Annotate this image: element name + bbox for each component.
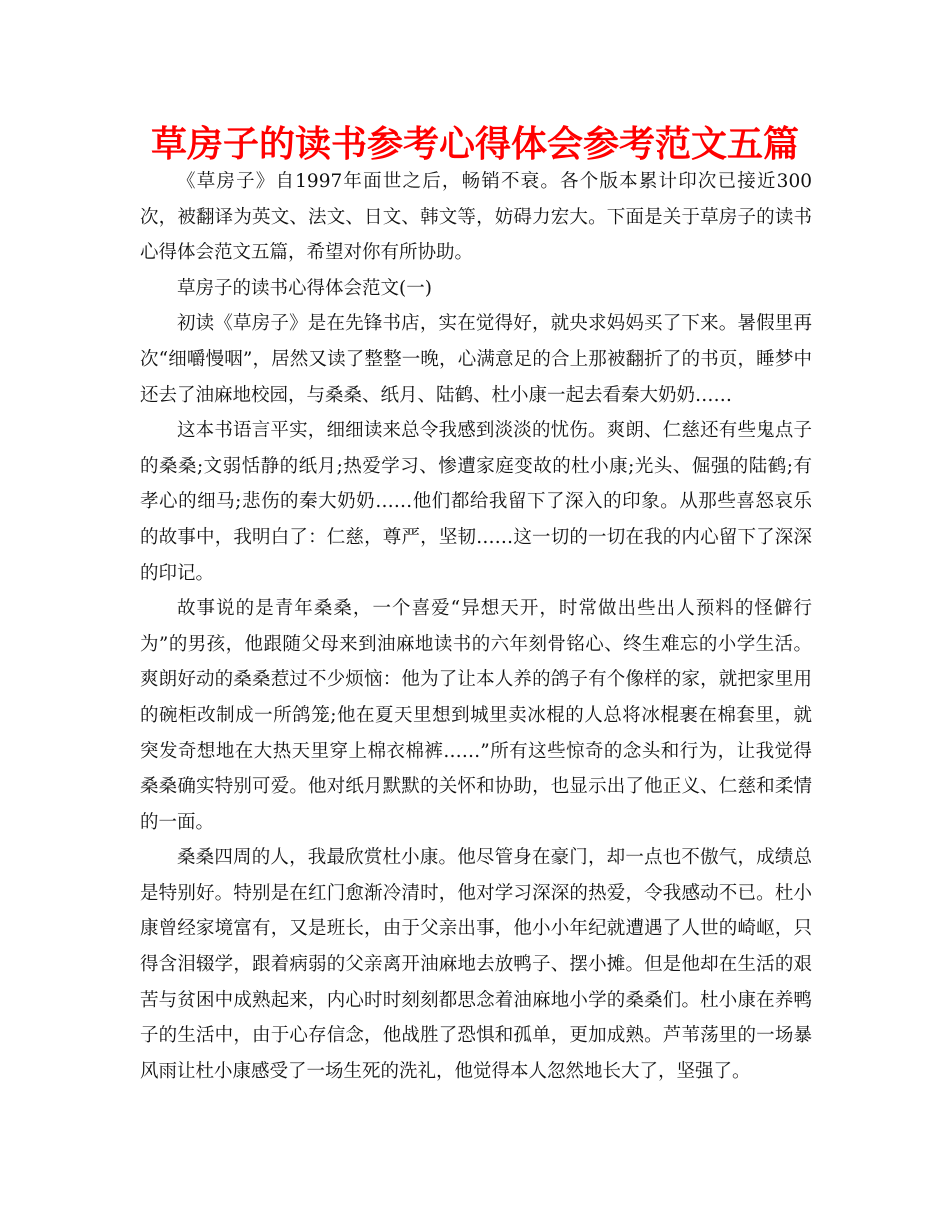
document-body [140,164,812,1089]
paragraph: 故事说的是青年桑桑，一个喜爱“异想天开，时常做出些出人预料的怪僻行为”的男孩，他跟随父母来到油麻地读书的六年刻骨铭心、终生难忘的小学生活。爽朗好动的桑桑惹过不少烦恼：他为了让本人养的鸽子有个像样的家，就把家里用的碗柜改制成一所鸽笼;他在夏天里想到城里卖冰棍的人总将冰棍裹在棉套里，就突发奇想地在大热天里穿上棉衣棉裤……”所有这些惊奇的念头和行为，让我觉得桑桑确实特别可爱。他对纸月默默的关怀和协助，也显示出了他正义、仁慈和柔情的一面。 [140,598,812,833]
document-title: 草房子的读书参考心得体会参考范文五篇 [150,123,799,165]
paragraph: 这本书语言平实，细细读来总令我感到淡淡的忧伤。爽朗、仁慈还有些鬼点子的桑桑;文弱恬静的纸月;热爱学习、惨遭家庭变故的杜小康;光头、倔强的陆鹤;有孝心的细马;悲伤的秦大奶奶……他们都给我留下了深入的印象。从那些喜怒哀乐的故事中，我明白了：仁慈，尊严，坚韧……这一切的一切在我的内心留下了深深的印记。 [140,420,812,584]
paragraph: 桑桑四周的人，我最欣赏杜小康。他尽管身在豪门，却一点也不傲气，成绩总是特别好。特别是在红门愈渐冷清时，他对学习深深的热爱，令我感动不已。杜小康曾经家境富有，又是班长，由于父亲出事，他小小年纪就遭遇了人世的崎岖，只得含泪辍学，跟着病弱的父亲离开油麻地去放鸭子、摆小摊。但是他却在生活的艰苦与贫困中成熟起来，内心时时刻刻都思念着油麻地小学的桑桑们。杜小康在养鸭子的生活中，由于心存信念，他战胜了恐惧和孤单，更加成熟。芦苇荡里的一场暴风雨让杜小康感受了一场生死的洗礼，他觉得本人忽然地长大了，坚强了。 [140,847,812,1082]
paragraph: 初读《草房子》是在先锋书店，实在觉得好，就央求妈妈买了下来。暑假里再次“细嚼慢咽”，居然又读了整整一晚，心满意足的合上那被翻折了的书页，睡梦中还去了油麻地校园，与桑桑、纸月、陆鹤、杜小康一起去看秦大奶奶…… [140,313,812,406]
paragraph-intro: 《草房子》自1997年面世之后，畅销不衰。各个版本累计印次已接近300次，被翻译为英文、法文、日文、韩文等，妨碍力宏大。下面是关于草房子的读书心得体会范文五篇，希望对你有所协助。 [140,171,812,264]
section-heading: 草房子的读书心得体会范文(一) [177,277,432,299]
